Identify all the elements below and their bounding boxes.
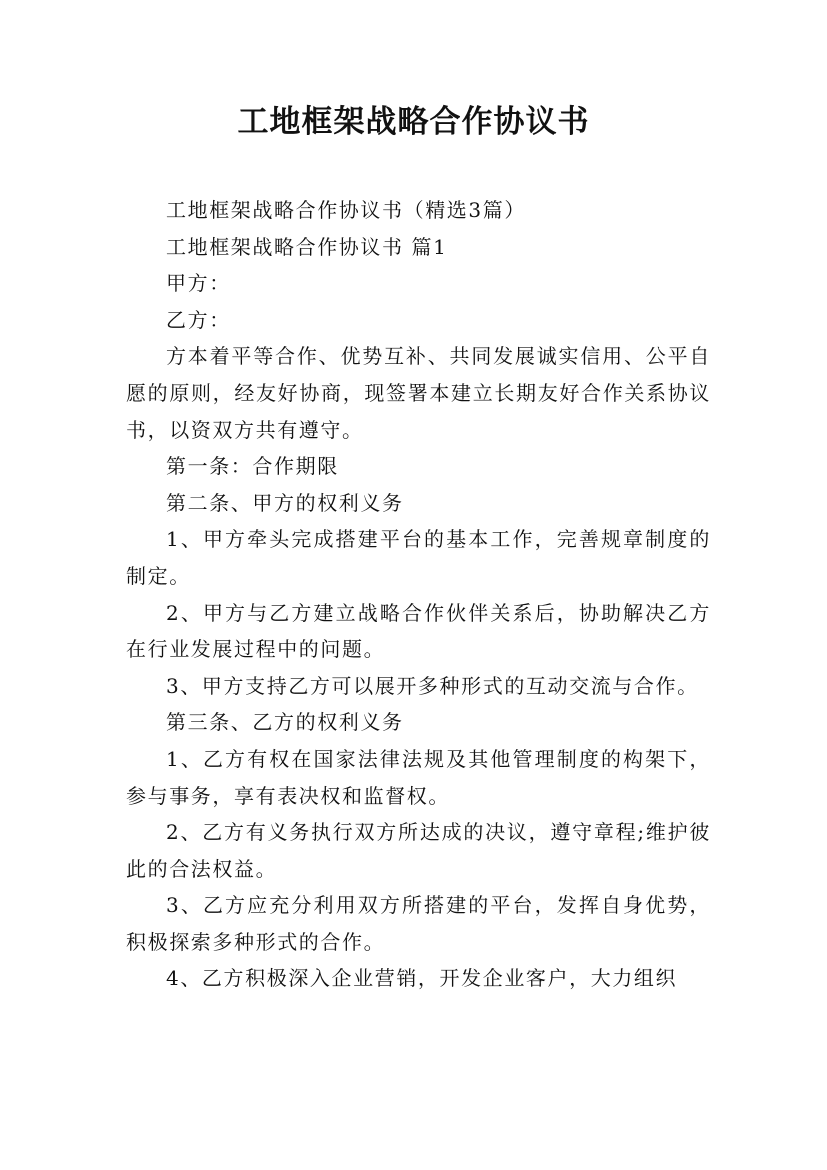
paragraph-preamble: 方本着平等合作、优势互补、共同发展诚实信用、公平自愿的原则，经友好协商，现签署本建立长期友好合作关系协议书，以资双方共有遵守。: [126, 344, 711, 442]
paragraph-article-2-item-1: 1、甲方牵头完成搭建平台的基本工作，完善规章制度的制定。: [126, 527, 711, 588]
paragraph-article-3: 第三条、乙方的权利义务: [166, 710, 404, 735]
paragraph-article-2-item-3: 3、甲方支持乙方可以展开多种形式的互动交流与合作。: [166, 673, 699, 698]
paragraph-article-3-item-1: 1、乙方有权在国家法律法规及其他管理制度的构架下，参与事务，享有表决权和监督权。: [126, 746, 711, 808]
paragraph-subtitle: 工地框架战略合作协议书（精选3篇）: [166, 198, 526, 222]
paragraph-article-2-item-2: 2、甲方与乙方建立战略合作伙伴关系后，协助解决乙方在行业发展过程中的问题。: [126, 600, 711, 662]
paragraph-chapter-heading: 工地框架战略合作协议书 篇1: [166, 234, 448, 259]
paragraph-party-a: 甲方：: [166, 271, 231, 296]
document-body: [126, 192, 711, 997]
paragraph-article-3-item-3: 3、乙方应充分利用双方所搭建的平台，发挥自身优势，积极探索多种形式的合作。: [126, 893, 711, 954]
paragraph-article-2: 第二条、甲方的权利义务: [166, 490, 404, 515]
paragraph-article-1: 第一条：合作期限: [166, 454, 339, 479]
paragraph-article-3-item-4: 4、乙方积极深入企业营销，开发企业客户，大力组织: [166, 966, 678, 991]
paragraph-party-b: 乙方：: [166, 307, 231, 332]
paragraph-article-3-item-2: 2、乙方有义务执行双方所达成的决议，遵守章程;维护彼此的合法权益。: [126, 820, 711, 881]
document-title: 工地框架战略合作协议书: [237, 104, 590, 140]
